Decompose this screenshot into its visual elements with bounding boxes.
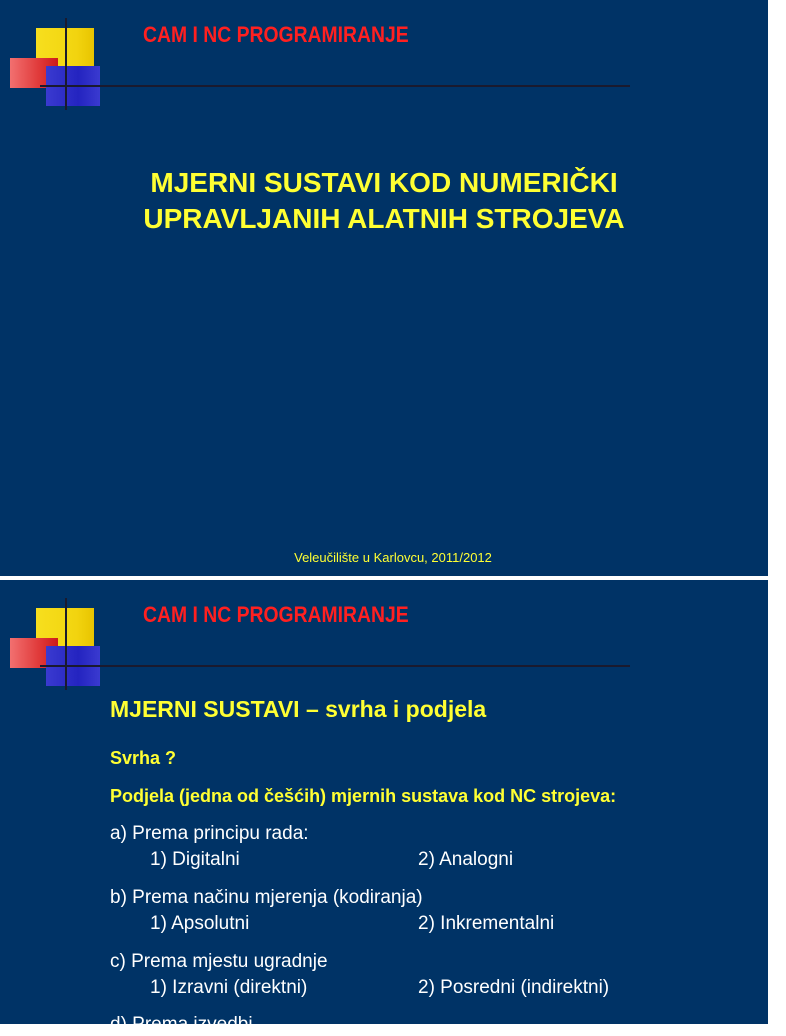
slide-header: CAM I NC PROGRAMIRANJE [143,602,409,627]
classification-heading: Podjela (jedna od češćih) mjernih sustava kod NC strojeva: [110,786,617,806]
purpose-question: Svrha ? [110,748,177,768]
slide-title [0,165,768,237]
option-a1: 1) Digitalni [150,849,240,870]
option-b2: 2) Inkrementalni [418,913,555,934]
criterion-c: c) Prema mjestu ugradnje [110,951,328,972]
content-slide [0,580,768,1035]
option-c2: 2) Posredni (indirektni) [418,977,610,998]
slide-footer: Veleučilište u Karlovcu, 2011/2012 [294,550,492,565]
logo-decoration [10,28,110,108]
vertical-line [65,18,67,110]
slide-heading: MJERNI SUSTAVI – svrha i podjela [110,696,487,722]
option-b1: 1) Apsolutni [150,913,250,934]
option-c1: 1) Izravni (direktni) [150,977,308,998]
criterion-b: b) Prema načinu mjerenja (kodiranja) [110,887,423,908]
title-line-2: UPRAVLJANIH ALATNIH STROJEVA [143,203,625,234]
criterion-d: d) Prema izvedbi [110,1014,253,1035]
logo-decoration [10,608,110,688]
slide-header: CAM I NC PROGRAMIRANJE [143,22,409,47]
horizontal-line [40,665,630,667]
horizontal-line [40,85,630,87]
option-a2: 2) Analogni [418,849,514,870]
title-line-1: MJERNI SUSTAVI KOD NUMERIČKI [150,167,618,198]
criterion-a: a) Prema principu rada: [110,823,309,844]
vertical-line [65,598,67,690]
